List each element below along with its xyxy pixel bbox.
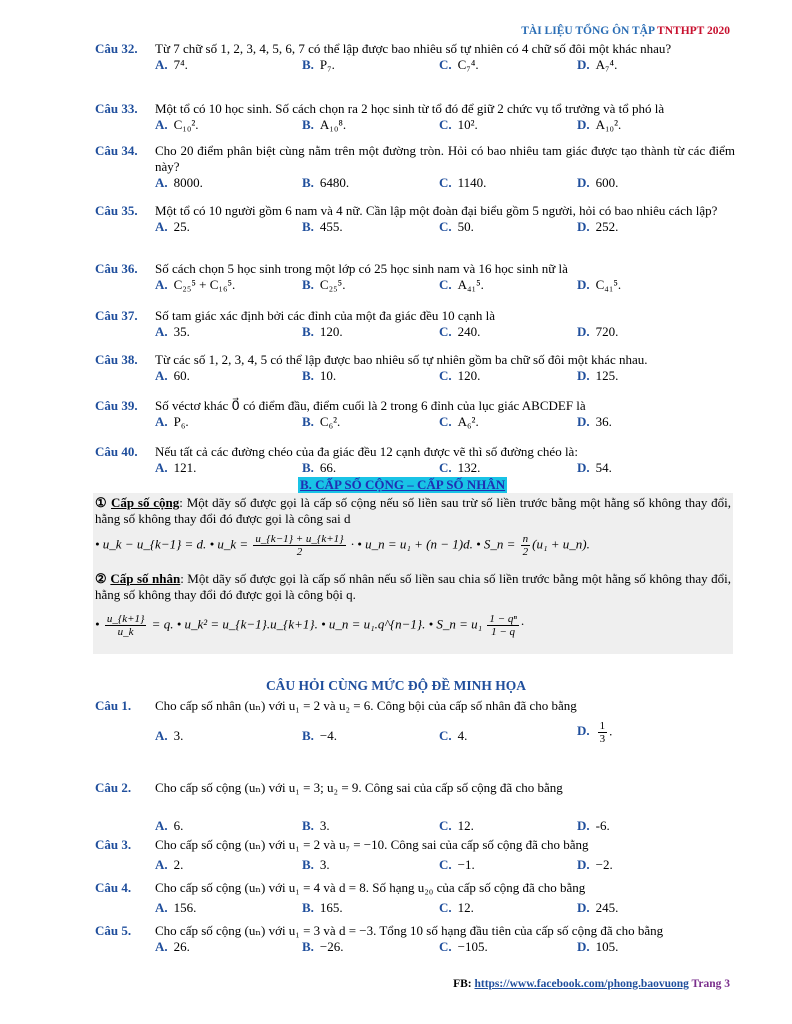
option-b[interactable]: B. −4. <box>302 728 338 743</box>
question-text: Số véctơ khác 0⃗ có điểm đầu, điểm cuối là 2 trong 6 đỉnh của lục giác ABCDEF là <box>155 398 586 413</box>
question-text: Cho cấp số cộng (uₙ) với u₁ = 3; u₂ = 9. Công sai của cấp số cộng đã cho bằng <box>155 780 563 795</box>
footer-label: FB: <box>453 978 475 990</box>
fraction: $\frac{n}{2}$ <box>522 533 529 558</box>
fraction: $\frac{\text{1 − qⁿ}}{1 - q}$ <box>489 613 517 638</box>
option-d[interactable]: D. −2. <box>577 857 613 872</box>
option-b[interactable]: B. 3. <box>302 818 330 833</box>
option-c[interactable]: C. A₆². <box>439 414 479 429</box>
answer-options <box>155 324 735 340</box>
question-text: Một tổ có 10 học sinh. Số cách chọn ra 2 học sinh từ tổ đó để giữ 2 chức vụ tổ trưởng và tổ phó là <box>155 101 665 116</box>
question-2 <box>95 780 735 834</box>
option-a[interactable]: A. 3. <box>155 728 184 743</box>
page-number: Trang 3 <box>691 978 730 990</box>
page-header <box>521 25 730 37</box>
question-text: Nếu tất cả các đường chéo của đa giác đều 12 cạnh được vẽ thì số đường chéo là: <box>155 444 578 459</box>
option-b[interactable]: B. 10. <box>302 368 337 383</box>
question-text: Cho cấp số cộng (uₙ) với u₁ = 4 và d = 8. Số hạng u₂₀ của cấp số cộng đã cho bằng <box>155 880 586 895</box>
answer-options <box>155 460 735 476</box>
question-number: Câu 1. <box>95 698 132 713</box>
question-number: Câu 37. <box>95 308 138 323</box>
answer-options <box>155 857 735 873</box>
option-a[interactable]: A. 121. <box>155 460 197 475</box>
option-a[interactable]: A. 156. <box>155 900 197 915</box>
option-c[interactable]: C. 10². <box>439 117 478 132</box>
question-number: Câu 2. <box>95 780 132 795</box>
option-d[interactable]: D. 125. <box>577 368 619 383</box>
question-number: Câu 4. <box>95 880 132 895</box>
option-c[interactable]: C. −105. <box>439 939 488 954</box>
fraction: $\frac{1}{3}$ <box>599 720 606 745</box>
option-d[interactable]: D. 54. <box>577 460 612 475</box>
option-d[interactable]: D. 245. <box>577 900 619 915</box>
question-text: Một tổ có 10 người gồm 6 nam và 4 nữ. Cần lập một đoàn đại biểu gồm 5 người, hỏi có bao nhiêu cách lập? <box>155 203 718 218</box>
option-a[interactable]: A. C₂₅⁵ + C₁₆⁵. <box>155 277 236 292</box>
question-40 <box>95 444 735 476</box>
question-text: Cho cấp số cộng (uₙ) với u₁ = 2 và u₇ = −10. Công sai của cấp số cộng đã cho bằng <box>155 837 589 852</box>
question-number: Câu 40. <box>95 444 138 459</box>
answer-options <box>155 900 735 916</box>
answer-options <box>155 219 735 235</box>
answer-options <box>155 720 735 745</box>
option-c[interactable]: C. 12. <box>439 818 474 833</box>
option-b[interactable]: B. −26. <box>302 939 344 954</box>
option-a[interactable]: A. 6. <box>155 818 184 833</box>
option-a[interactable]: A. 60. <box>155 368 190 383</box>
arith-formulas: • u_k − u_{k−1} = d. • u_k = $\frac{u\_\{k-1\} + u\_\{k+1\}}{2}$ · • u_n = u₁ + (n − 1)d. • S_n = $\frac{n}{2}$ (u₁ + u_n). <box>95 533 590 558</box>
option-a[interactable]: A. 7⁴. <box>155 57 188 72</box>
question-number: Câu 38. <box>95 352 138 367</box>
option-d[interactable]: D. $\frac{1}{3}$ . <box>577 720 613 745</box>
option-c[interactable]: C. 50. <box>439 219 474 234</box>
question-text: Cho cấp số cộng (uₙ) với u₁ = 3 và d = −3. Tổng 10 số hạng đầu tiên của cấp số cộng đã cho bằng <box>155 923 664 938</box>
question-36 <box>95 261 735 293</box>
question-35 <box>95 203 735 235</box>
option-b[interactable]: B. 6480. <box>302 175 350 190</box>
option-b[interactable]: B. A₁₀⁸. <box>302 117 347 132</box>
question-text: Cho 20 điểm phân biệt cùng nằm trên một đường tròn. Hỏi có bao nhiêu tam giác được tạo thành từ các điểm này? <box>155 143 735 174</box>
question-number: Câu 33. <box>95 101 138 116</box>
fraction: $\frac{u\_\{k+1\}}{u\_k}$ <box>106 613 145 638</box>
question-text: Số cách chọn 5 học sinh trong một lớp có 25 học sinh nam và 16 học sinh nữ là <box>155 261 568 276</box>
option-a[interactable]: A. C₁₀². <box>155 117 199 132</box>
question-39 <box>95 398 735 430</box>
answer-options <box>155 57 735 73</box>
option-a[interactable]: A. P₆. <box>155 414 189 429</box>
option-d[interactable]: D. 105. <box>577 939 619 954</box>
geo-term: Cấp số nhân <box>110 571 181 586</box>
option-c[interactable]: C. 4. <box>439 728 468 743</box>
option-a[interactable]: A. 25. <box>155 219 190 234</box>
option-b[interactable]: B. 165. <box>302 900 343 915</box>
option-a[interactable]: A. 8000. <box>155 175 203 190</box>
answer-options <box>155 939 735 955</box>
answer-options <box>155 818 735 834</box>
question-text: Từ các số 1, 2, 3, 4, 5 có thể lập được bao nhiêu số tự nhiên gồm ba chữ số đôi một khác nhau. <box>155 352 648 367</box>
option-b[interactable]: B. 455. <box>302 219 343 234</box>
question-37 <box>95 308 735 340</box>
option-c[interactable]: C. C₇⁴. <box>439 57 479 72</box>
option-d[interactable]: D. -6. <box>577 818 610 833</box>
option-d[interactable]: D. C₄₁⁵. <box>577 277 622 292</box>
option-b[interactable]: B. P₇. <box>302 57 335 72</box>
theory-box <box>93 493 733 654</box>
option-d[interactable]: D. 720. <box>577 324 619 339</box>
question-number: Câu 34. <box>95 143 138 158</box>
question-number: Câu 5. <box>95 923 132 938</box>
option-a[interactable]: A. 35. <box>155 324 190 339</box>
facebook-link[interactable]: https://www.facebook.com/phong.baovuong <box>474 978 689 990</box>
exercise-title: CÂU HỎI CÙNG MỨC ĐỘ ĐỀ MINH HỌA <box>265 678 527 693</box>
option-c[interactable]: C. 240. <box>439 324 481 339</box>
option-a[interactable]: A. 2. <box>155 857 184 872</box>
option-c[interactable]: C. 12. <box>439 900 474 915</box>
geo-marker: ② <box>95 571 107 586</box>
option-a[interactable]: A. 26. <box>155 939 190 954</box>
question-number: Câu 3. <box>95 837 132 852</box>
arith-definition <box>95 495 731 527</box>
question-32 <box>95 41 735 73</box>
option-d[interactable]: D. A₁₀². <box>577 117 622 132</box>
header-title: TÀI LIỆU TỔNG ÔN TẬP <box>521 25 658 37</box>
geo-def-text: : Một dãy số được gọi là cấp số nhân nếu số liền sau chia số liền trước bằng một hằng số không thay đổi, hằng số không thay đổi đó được gọi là công bội q. <box>95 571 731 602</box>
arith-def-text: : Một dãy số được gọi là cấp số cộng nếu số liền sau trừ số liền trước bằng một hằng số không thay đổi, hằng số không thay đổi đó được gọi là công sai d <box>95 495 732 526</box>
question-text: Từ 7 chữ số 1, 2, 3, 4, 5, 6, 7 có thể lập được bao nhiêu số tự nhiên có 4 chữ số đôi một khác nhau? <box>155 41 672 56</box>
option-d[interactable]: D. A₇⁴. <box>577 57 618 72</box>
option-d[interactable]: D. 252. <box>577 219 619 234</box>
option-b[interactable]: B. C₂₅⁵. <box>302 277 346 292</box>
fraction: $\frac{u\_\{k-1\} + u\_\{k+1\}}{2}$ <box>255 533 344 558</box>
question-1 <box>95 698 735 744</box>
geo-formulas: • $\frac{u\_\{k+1\}}{u\_k}$ = q. • u_k² = u_{k−1}.u_{k+1}. • u_n = u₁.q^{n−1}. • S_n = u₁ $\frac{\text{1 − qⁿ}}{1 - q}$ · <box>95 613 525 638</box>
question-34 <box>95 143 735 191</box>
answer-options <box>155 277 735 293</box>
header-accent: TNTHPT 2020 <box>657 25 730 37</box>
answer-options <box>155 414 735 430</box>
option-b[interactable]: B. 120. <box>302 324 343 339</box>
question-38 <box>95 352 735 384</box>
option-d[interactable]: D. 36. <box>577 414 612 429</box>
question-text: Số tam giác xác định bởi các đỉnh của một đa giác đều 10 cạnh là <box>155 308 496 323</box>
arith-marker: ① <box>95 495 108 510</box>
question-text: Cho cấp số nhân (uₙ) với u₁ = 2 và u₂ = 6. Công bội của cấp số nhân đã cho bằng <box>155 698 577 713</box>
option-b[interactable]: B. 66. <box>302 460 337 475</box>
option-b[interactable]: B. C₆². <box>302 414 341 429</box>
option-c[interactable]: C. A₄₁⁵. <box>439 277 484 292</box>
question-33 <box>95 101 735 133</box>
question-3 <box>95 837 735 873</box>
question-number: Câu 35. <box>95 203 138 218</box>
question-5 <box>95 923 735 955</box>
geo-definition <box>95 571 731 603</box>
option-c[interactable]: C. 120. <box>439 368 481 383</box>
page-footer <box>453 978 730 990</box>
option-d[interactable]: D. 600. <box>577 175 619 190</box>
option-b[interactable]: B. 3. <box>302 857 330 872</box>
answer-options <box>155 175 735 191</box>
question-4 <box>95 880 735 916</box>
answer-options <box>155 368 735 384</box>
option-c[interactable]: C. 132. <box>439 460 481 475</box>
option-c[interactable]: C. −1. <box>439 857 475 872</box>
section-title: B. CẤP SỐ CỘNG – CẤP SỐ NHÂN <box>300 477 506 492</box>
question-number: Câu 39. <box>95 398 138 413</box>
arith-term: Cấp số cộng <box>111 495 180 510</box>
question-number: Câu 32. <box>95 41 138 56</box>
answer-options <box>155 117 735 133</box>
question-number: Câu 36. <box>95 261 138 276</box>
option-c[interactable]: C. 1140. <box>439 175 487 190</box>
